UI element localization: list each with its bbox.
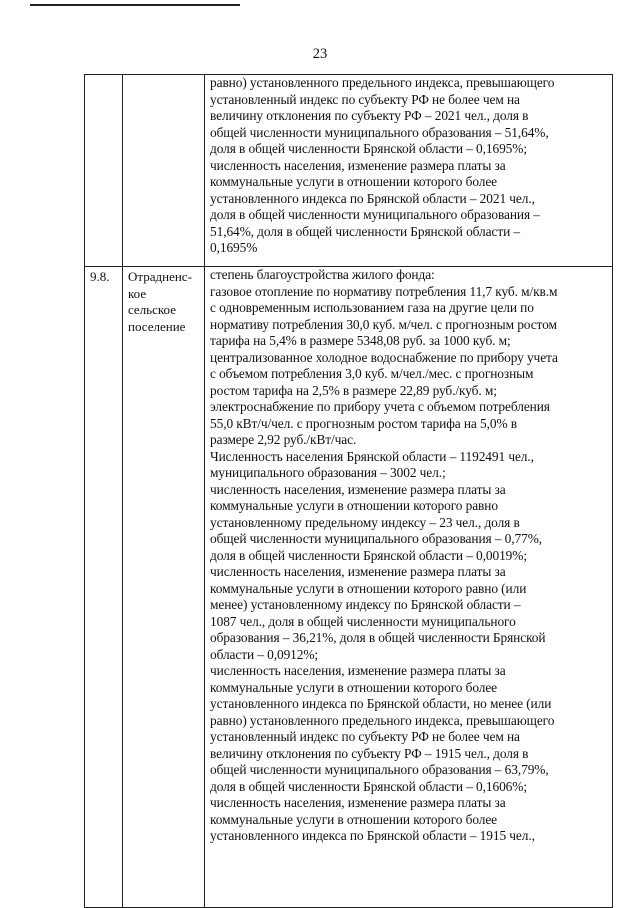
description-line: с объемом потребления 3,0 куб. м/чел./мес. с прогнозным [210, 366, 534, 381]
description-line: установленного индекса по Брянской области – 2021 чел., [210, 190, 535, 206]
settlement-name-line: поселение [128, 318, 186, 334]
description-line: численность населения, изменение размера платы за [210, 663, 506, 678]
description-line: 55,0 кВт/ч/чел. с прогнозным ростом тарифа на 5,0% в [210, 415, 517, 431]
description-line: численность населения, изменение размера платы за [210, 157, 506, 173]
description-line: установленного индекса по Брянской области, но менее (или [210, 696, 552, 711]
description-line: равно) установленного предельного индекса, превышающего [210, 75, 555, 90]
description-line: величину отклонения по субъекту РФ – 1915 чел., доля в [210, 745, 529, 761]
document-table [84, 74, 613, 908]
settlement-name-cell [123, 267, 205, 908]
table-row [85, 267, 613, 908]
description-line: коммунальные услуги в отношении которого более [210, 811, 498, 827]
description-line: установленный индекс по субъекту РФ не более чем на [210, 729, 520, 744]
description-line: электроснабжение по прибору учета с объемом потребления [210, 399, 550, 414]
description-cell [205, 267, 613, 908]
description-line: доля в общей численности Брянской области – 0,0019%; [210, 547, 527, 563]
row-number-cell [85, 75, 123, 267]
description-line: величину отклонения по субъекту РФ – 2021 чел., доля в [210, 108, 529, 123]
settlement-name-cell [123, 75, 205, 267]
description-line: 51,64%, доля в общей численности Брянской области – [210, 223, 520, 239]
description-line: Численность населения Брянской области – 1192491 чел., [210, 448, 534, 464]
description-line: общей численности муниципального образования – 0,77%, [210, 531, 542, 546]
description-line: 1087 чел., доля в общей численности муниципального [210, 613, 516, 629]
description-line: равно) установленного предельного индекса, превышающего [210, 712, 555, 728]
description-line: с одновременным использованием газа на другие цели по [210, 300, 534, 315]
description-line: газовое отопление по нормативу потребления 11,7 куб. м/кв.м [210, 283, 558, 299]
description-line: численность населения, изменение размера платы за [210, 564, 506, 579]
description-line: установленный индекс по субъекту РФ не более чем на [210, 91, 520, 107]
description-line: коммунальные услуги в отношении которого более [210, 679, 498, 695]
description-line: менее) установленному индексу по Брянской области – [210, 597, 521, 612]
page-number: 23 [312, 46, 328, 62]
settlement-name-line: кое [128, 285, 147, 301]
description-line: области – 0,0912%; [210, 646, 319, 662]
description-line: образования – 36,21%, доля в общей численности Брянской [210, 630, 546, 645]
description-line: установленному предельному индексу – 23 чел., доля в [210, 514, 520, 530]
description-line: тарифа на 5,4% в размере 5348,08 руб. за 1000 куб. м; [210, 333, 511, 348]
description-line: коммунальные услуги в отношении которого равно (или [210, 580, 527, 596]
description-line: общей численности муниципального образования – 63,79%, [210, 762, 549, 777]
description-line: численность населения, изменение размера платы за [210, 795, 506, 810]
row-number-cell: 9.8. [85, 267, 123, 908]
settlement-name-line: Отрадненс- [128, 269, 192, 284]
settlement-name-line: сельское [128, 302, 176, 317]
description-line: доля в общей численности Брянской области – 0,1606%; [210, 778, 527, 794]
description-line: муниципального образования – 3002 чел.; [210, 465, 446, 480]
description-line: централизованное холодное водоснабжение по прибору учета [210, 349, 558, 365]
description-line: установленного индекса по Брянской области – 1915 чел., [210, 828, 535, 843]
description-line: 0,1695% [210, 240, 258, 255]
description-line: общей численности муниципального образования – 51,64%, [210, 124, 549, 140]
description-line: коммунальные услуги в отношении которого равно [210, 498, 498, 513]
description-line: степень благоустройства жилого фонда: [210, 267, 435, 282]
description-line: доля в общей численности Брянской области – 0,1695%; [210, 141, 527, 156]
description-line: доля в общей численности муниципального образования – [210, 207, 540, 222]
description-line: численность населения, изменение размера платы за [210, 481, 506, 497]
description-line: коммунальные услуги в отношении которого более [210, 174, 498, 189]
table-row [85, 75, 613, 267]
description-line: нормативу потребления 30,0 куб. м/чел. с прогнозным ростом [210, 316, 557, 332]
description-line: ростом тарифа на 2,5% в размере 22,89 руб./куб. м; [210, 382, 497, 398]
description-cell [205, 75, 613, 267]
header-rule [30, 4, 240, 6]
description-line: размере 2,92 руб./кВт/час. [210, 432, 357, 447]
